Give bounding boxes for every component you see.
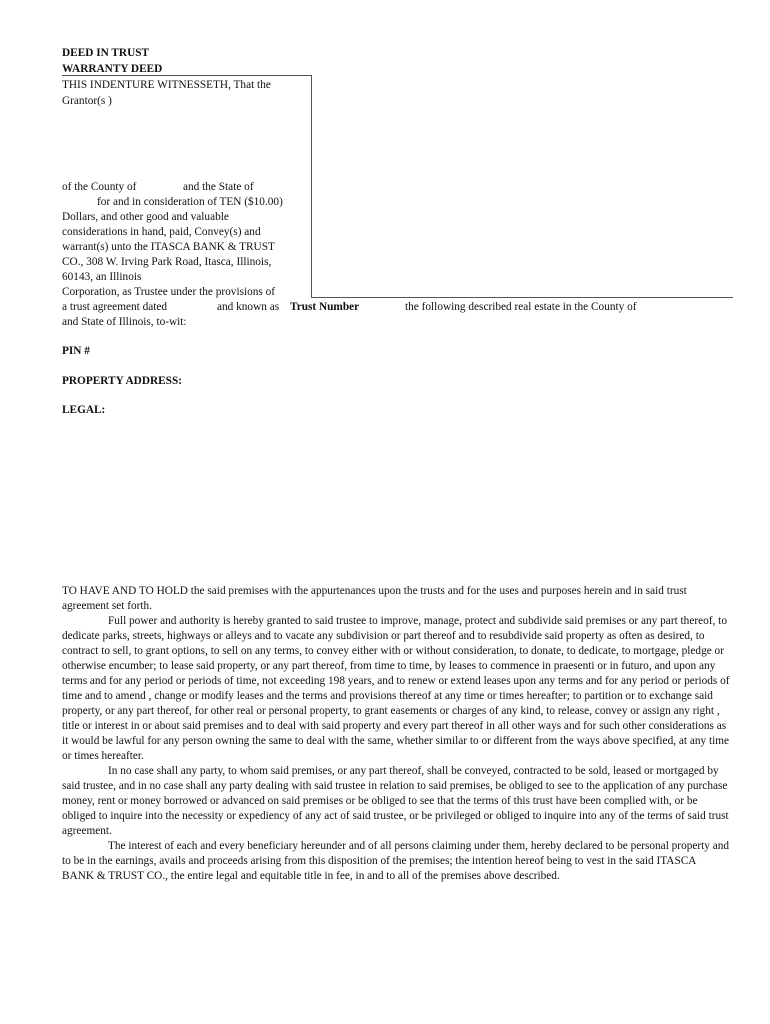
deed-body: [62, 584, 730, 884]
county-label: of the County of: [62, 181, 137, 193]
pin-label: PIN #: [62, 345, 90, 357]
grantor-box-top-border: [62, 75, 312, 76]
property-address-label: PROPERTY ADDRESS:: [62, 375, 183, 387]
trust-number-underline: [311, 297, 733, 298]
consideration-line: Dollars, and other good and valuable: [62, 211, 229, 223]
deed-title: DEED IN TRUST: [62, 47, 150, 59]
consideration-line: Corporation, as Trustee under the provisions of: [62, 286, 276, 298]
consideration-line: for and in consideration of TEN ($10.00): [97, 196, 283, 208]
legal-label: LEGAL:: [62, 404, 106, 416]
habendum-paragraph: TO HAVE AND TO HOLD the said premises with the appurtenances upon the trusts and for the uses and purposes herein and in said trust agreement set forth.: [62, 585, 687, 612]
beneficiary-interest-paragraph: The interest of each and every beneficiary hereunder and of all persons claiming under them, hereby declared to be personal property and to be in the earnings, avails and proceeds arising from this disposition of the premises; the intention hereof being to vest in the said ITASCA BANK & TRUST CO., the entire legal and equitable title in fee, in and to all of the premises above described.: [62, 840, 730, 882]
grantor-label: Grantor(s ): [62, 95, 112, 107]
trust-dated-label: a trust agreement dated: [62, 301, 168, 313]
grantor-box-right-border: [311, 76, 312, 298]
trust-number-label: Trust Number: [290, 301, 360, 313]
third-party-paragraph: In no case shall any party, to whom said premises, or any part thereof, shall be conveyed, contracted to be sold, leased or mortgaged by said trustee, and in no case shall any party dealing with said trustee in relation to said premises, be obliged to see to the application of any purchase money, rent or money borrowed or advanced on said premises or be obliged to see that the terms of this trust have been complied with, or be obliged to inquire into the necessity or expediency of any act of said trustee, or be privileged or obliged to inquire into any of the terms of said trust agreement.: [62, 765, 729, 837]
consideration-line: considerations in hand, paid, Convey(s) and: [62, 226, 261, 238]
consideration-line: warrant(s) unto the ITASCA BANK & TRUST: [62, 241, 275, 253]
state-label: and the State of: [183, 181, 254, 193]
consideration-line: 60143, an Illinois: [62, 271, 142, 283]
deed-subtitle: WARRANTY DEED: [62, 63, 163, 75]
indenture-line: THIS INDENTURE WITNESSETH, That the: [62, 79, 271, 91]
trustee-powers-paragraph: Full power and authority is hereby granted to said trustee to improve, manage, protect and subdivide said premises or any part thereof, to dedicate parks, streets, highways or alleys and to vacate any subdivision or part thereof and to resubdivide said property as often as desired, to contract to sell, to grant options, to sell on any terms, to convey either with or without consideration, to donate, to dedicate, to mortgage, pledge or otherwise encumber; to lease said property, or any part thereof, from time to time, by leases to commence in praesenti or in futuro, and upon any terms and for any period or periods of time, not exceeding 198 years, and to renew or extend leases upon any terms and for any period or periods of time and to amend , change or modify leases and the terms and provisions thereof at any time or times hereafter; to partition or to exchange said property, or any part thereof, for other real or personal property, to grant easements or charges of any kind, to release, convey or assign any right , title or interest in or about said premises and to deal with said property and every part thereof in all other ways and for such other considerations as it would be lawful for any person owning the same to deal with the same, whether similar to or different from the ways above specified, at any time or times hereafter.: [62, 615, 730, 762]
consideration-line: CO., 308 W. Irving Park Road, Itasca, Illinois,: [62, 256, 272, 268]
described-real-estate-label: the following described real estate in the County of: [405, 301, 637, 313]
state-illinois-label: and State of Illinois, to-wit:: [62, 316, 187, 328]
known-as-label: and known as: [217, 301, 280, 313]
